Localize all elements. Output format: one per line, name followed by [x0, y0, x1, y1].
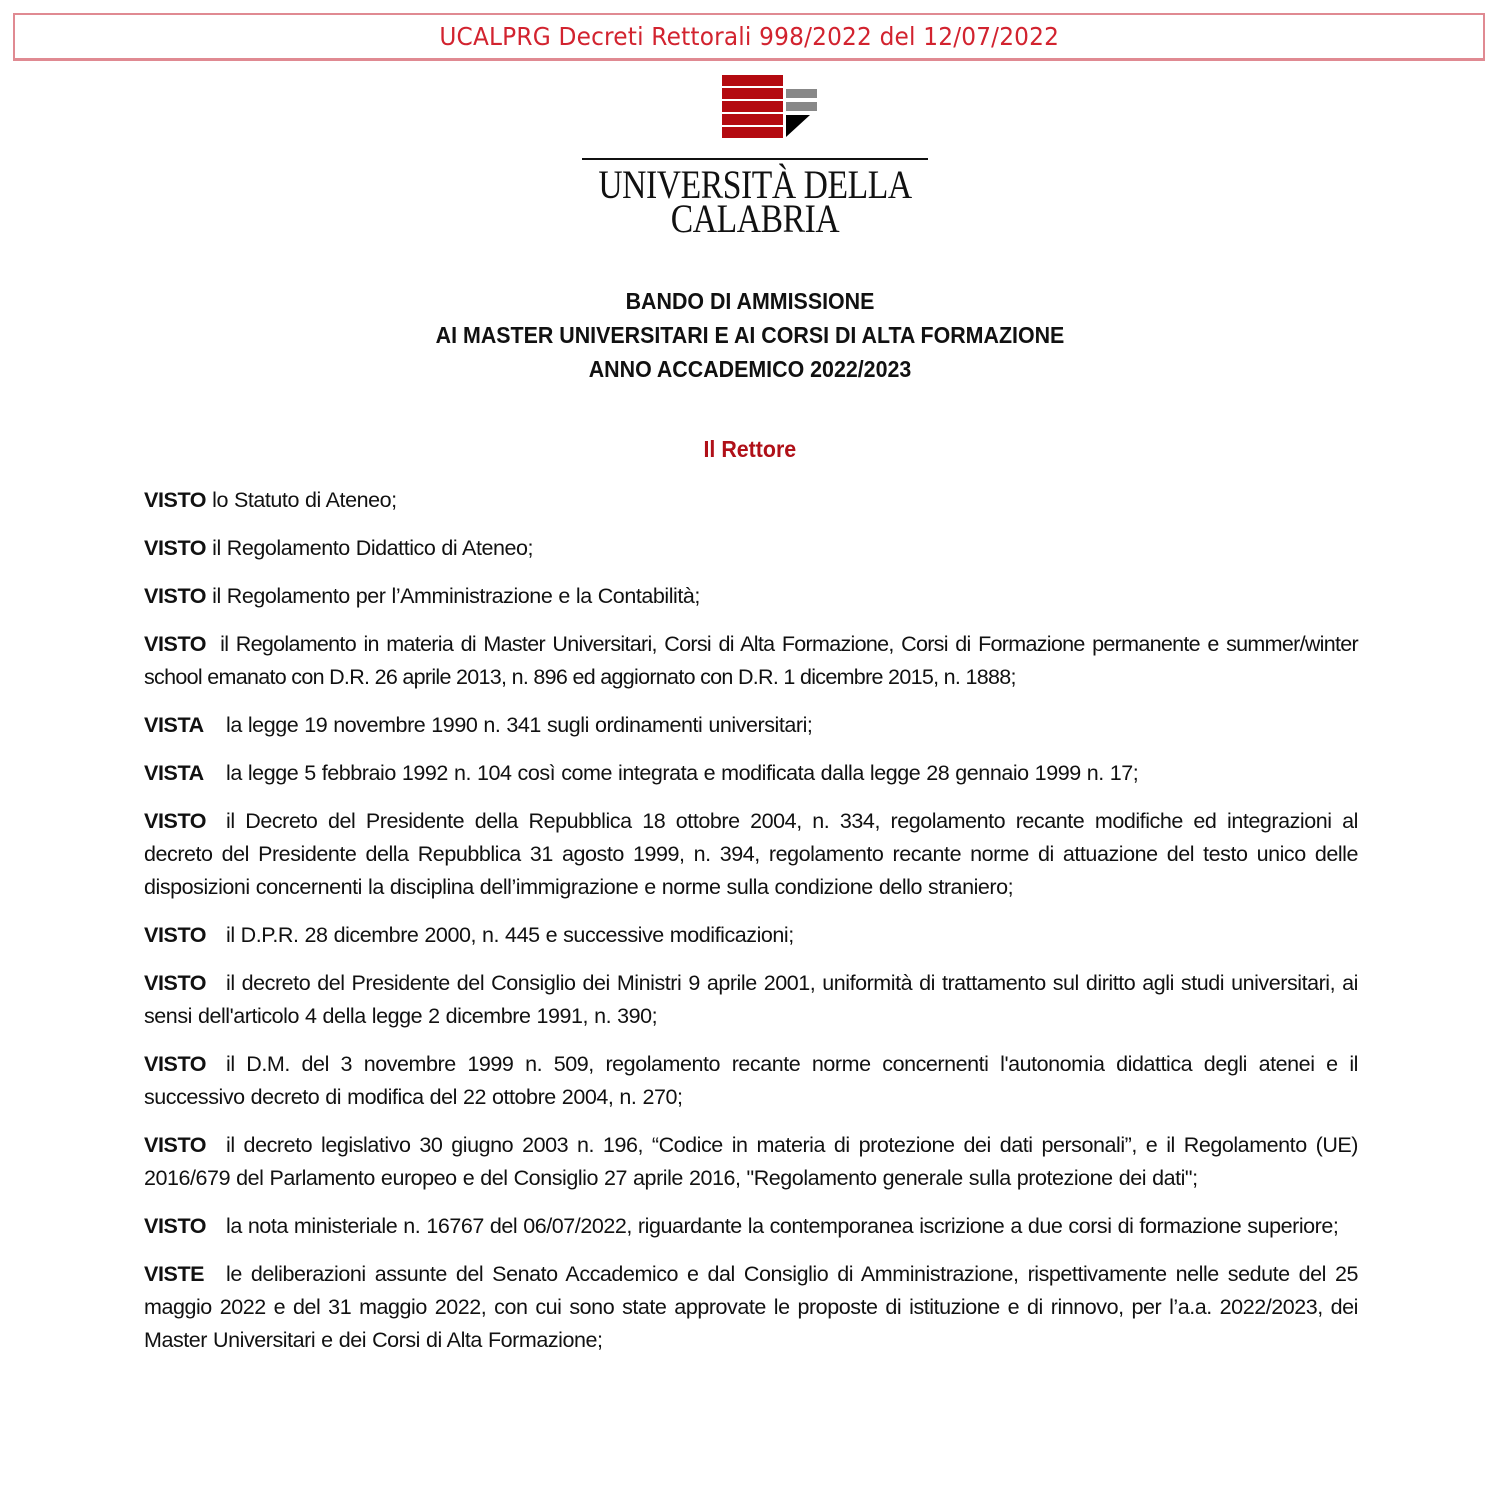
recital	[144, 532, 1358, 565]
university-name	[591, 162, 919, 241]
university-name-line1: UNIVERSITÀ DELLA	[598, 162, 912, 207]
recital-text: la legge 5 febbraio 1992 n. 104 così come integrata e modificata dalla legge 28 gennaio 1999 n. 17;	[226, 761, 1139, 785]
logo-red-bar	[722, 114, 783, 125]
recital-text: il Regolamento per l’Amministrazione e la Contabilità;	[212, 584, 700, 608]
recital-keyword: VISTO	[144, 923, 207, 947]
logo-gray-bar	[786, 102, 817, 111]
recital-keyword: VISTO	[144, 632, 207, 656]
university-logo-icon	[722, 75, 822, 139]
recital	[144, 709, 1358, 742]
recital-keyword: VISTO	[144, 971, 207, 995]
logo-divider	[582, 158, 928, 160]
recital-keyword: VISTO	[144, 488, 207, 512]
recital-keyword: VISTO	[144, 809, 207, 833]
protocol-stamp	[13, 13, 1485, 61]
recital-text: il Decreto del Presidente della Repubblica 18 ottobre 2004, n. 334, regolamento recante modifiche ed integrazioni al decreto del Presidente della Repubblica 31 agosto 1999, n. 394, regolamento recante norme di attuazione del testo unico delle disposizioni concernenti la disciplina dell’immigrazione e norme sulla condizione dello straniero;	[144, 809, 1358, 899]
logo-red-bar	[722, 88, 783, 99]
recital	[144, 484, 1358, 517]
recital-keyword: VISTA	[144, 761, 204, 785]
protocol-stamp-text: UCALPRG Decreti Rettorali 998/2022 del 12/07/2022	[439, 22, 1059, 51]
recitals-section	[144, 484, 1358, 1372]
title-line1: BANDO DI AMMISSIONE	[625, 288, 875, 314]
recital-text: la nota ministeriale n. 16767 del 06/07/2022, riguardante la contemporanea iscrizione a due corsi di formazione superiore;	[226, 1214, 1339, 1238]
recital-keyword: VISTO	[144, 1052, 207, 1076]
logo-red-bar	[722, 75, 783, 86]
logo-gray-bar	[786, 89, 817, 98]
recital-text: il decreto del Presidente del Consiglio dei Ministri 9 aprile 2001, uniformità di trattamento sul diritto agli studi universitari, ai sensi dell'articolo 4 della legge 2 dicembre 1991, n. 390;	[144, 971, 1358, 1028]
university-name-line2: CALABRIA	[670, 196, 840, 241]
logo-black-triangle	[786, 115, 810, 137]
authority-label: Il Rettore	[703, 436, 797, 462]
recital-text: il Regolamento Didattico di Ateneo;	[212, 536, 534, 560]
recital-text: il Regolamento in materia di Master Universitari, Corsi di Alta Formazione, Corsi di Formazione permanente e summer/winter school emanato con D.R. 26 aprile 2013, n. 896 ed aggiornato con D.R. 1 dicembre 2015, n. 1888;	[144, 632, 1358, 689]
logo-red-bar	[722, 127, 783, 138]
title-line3: ANNO ACCADEMICO 2022/2023	[588, 356, 912, 382]
recital-keyword: VISTO	[144, 1214, 207, 1238]
title-line2: AI MASTER UNIVERSITARI E AI CORSI DI ALTA FORMAZIONE	[435, 322, 1065, 348]
recital-text: le deliberazioni assunte del Senato Accademico e dal Consiglio di Amministrazione, rispettivamente nelle sedute del 25 maggio 2022 e del 31 maggio 2022, con cui sono state approvate le proposte di istituzione e di rinnovo, per l’a.a. 2022/2023, dei Master Universitari e dei Corsi di Alta Formazione;	[144, 1262, 1358, 1352]
recital	[144, 919, 1358, 952]
recital	[144, 757, 1358, 790]
recital-text: la legge 19 novembre 1990 n. 341 sugli ordinamenti universitari;	[226, 713, 813, 737]
recital-text: lo Statuto di Ateneo;	[212, 488, 397, 512]
recital	[144, 967, 1358, 1033]
recital-keyword: VISTO	[144, 536, 207, 560]
recital	[144, 1048, 1358, 1114]
recital	[144, 805, 1358, 904]
logo-red-bar	[722, 101, 783, 112]
issuing-authority	[0, 436, 1500, 463]
document-title	[0, 284, 1500, 386]
recital-keyword: VISTO	[144, 1133, 207, 1157]
recital	[144, 628, 1358, 694]
recital	[144, 1210, 1358, 1243]
recital-text: il D.P.R. 28 dicembre 2000, n. 445 e successive modificazioni;	[226, 923, 794, 947]
recital-keyword: VISTA	[144, 713, 204, 737]
recital-text: il D.M. del 3 novembre 1999 n. 509, regolamento recante norme concernenti l'autonomia didattica degli atenei e il successivo decreto di modifica del 22 ottobre 2004, n. 270;	[144, 1052, 1358, 1109]
recital	[144, 580, 1358, 613]
recital	[144, 1129, 1358, 1195]
recital-keyword: VISTE	[144, 1262, 205, 1286]
recital	[144, 1258, 1358, 1357]
recital-keyword: VISTO	[144, 584, 207, 608]
recital-text: il decreto legislativo 30 giugno 2003 n. 196, “Codice in materia di protezione dei dati personali”, e il Regolamento (UE) 2016/679 del Parlamento europeo e del Consiglio 27 aprile 2016, "Regolamento generale sulla protezione dei dati";	[144, 1133, 1358, 1190]
